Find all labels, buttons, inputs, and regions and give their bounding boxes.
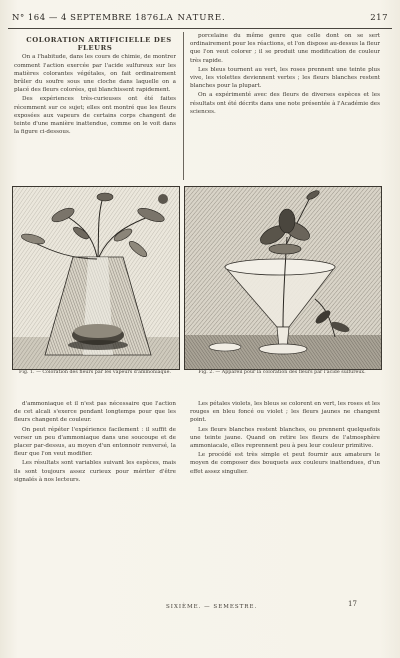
figure-2-caption: Fig. 2. — Appareil pour la coloration des fleurs par l'acide sulfureux.: [198, 370, 366, 375]
article-title: COLORATION ARTIFICIELLE DES FLEURS: [26, 36, 172, 53]
footer-signature: SIXIÈME. — SEMESTRE.: [166, 604, 258, 610]
paragraph: On a expérimenté avec des fleurs de diverses espèces et les résultats ont été décrits dans une note présentée à l'Académie des sciences.: [190, 92, 380, 115]
journal-title: LA NATURE.: [160, 13, 226, 23]
paragraph: Les résultats sont variables suivant les espèces, mais ils sont toujours assez curieux pour mériter d'être signalés à nos lecteurs.: [14, 460, 176, 483]
paragraph: porcelaine du même genre que celle dont on se sert ordinairement pour les réactions, et l'on dispose au-dessus la fleur que l'on veut colorer ; il se produit une modification de couleur très rapide.: [190, 33, 380, 64]
column-divider: [183, 32, 184, 180]
column-left-bottom: [14, 400, 176, 598]
page-header: [8, 8, 394, 28]
figure-2-engraving: [184, 186, 382, 370]
column-right-bottom: [190, 400, 380, 598]
column-right-top: [190, 32, 380, 182]
engraving-flowers-cone-illustration: [13, 187, 179, 369]
engraving-flower-glass-illustration: [185, 187, 381, 369]
figure-1-engraving: [12, 186, 180, 370]
paragraph: On a l'habitude, dans les cours de chimie, de montrer comment l'action exercée par l'acide sulfureux sur les matières colorantes végétales, on fait ordinairement brûler du soufre sous une cloche dans laquelle on a placé des fleurs colorées, qui blanchissent rapidement.: [14, 54, 176, 94]
paragraph: Le procédé est très simple et peut fournir aux amateurs le moyen de composer des bouquets aux couleurs inattendues, d'un effet assez singulier.: [190, 452, 380, 475]
issue-number: N° 164 — 4 SEPTEMBRE 1876.: [12, 13, 162, 23]
paragraph: Des expériences très-curieuses ont été faites récemment sur ce sujet; elles ont montré que les fleurs exposées aux vapeurs de certains corps changent de teinte d'une manière inattendue, comme on le voit dans la figure ci-dessous.: [14, 96, 176, 136]
paragraph: Les bleus tournent au vert, les roses prennent une teinte plus vive, les violettes deviennent vertes ; les fleurs blanches restent blanches pour la plupart.: [190, 66, 380, 90]
figure-1-caption: Fig. 1. — Coloration des fleurs par les vapeurs d'ammoniaque.: [18, 370, 171, 375]
header-rule: [8, 28, 392, 29]
paragraph: Les fleurs blanches restent blanches, ou prennent quelquefois une teinte jaune. Quand on retire les fleurs de l'atmosphère ammoniacale, elles reprennent peu à peu leur couleur primitive.: [190, 426, 380, 450]
page-number: 217: [370, 13, 388, 23]
paragraph: d'ammoniaque et il n'est pas nécessaire que l'action de cet alcali s'exerce pendant longtemps pour que les fleurs changent de couleur.: [14, 401, 176, 424]
paragraph: Les pétales violets, les bleus se colorent en vert, les roses et les rouges en bleu foncé ou violet ; les fleurs jaunes ne changent point.: [190, 401, 380, 424]
column-left-top: [14, 36, 176, 182]
sheet-number: 17: [348, 600, 357, 608]
paragraph: On peut répéter l'expérience facilement : il suffit de verser un peu d'ammoniaque dans une soucoupe et de placer par-dessus, au moyen d'un entonnoir renversé, la fleur que l'on veut modifier.: [14, 426, 176, 458]
